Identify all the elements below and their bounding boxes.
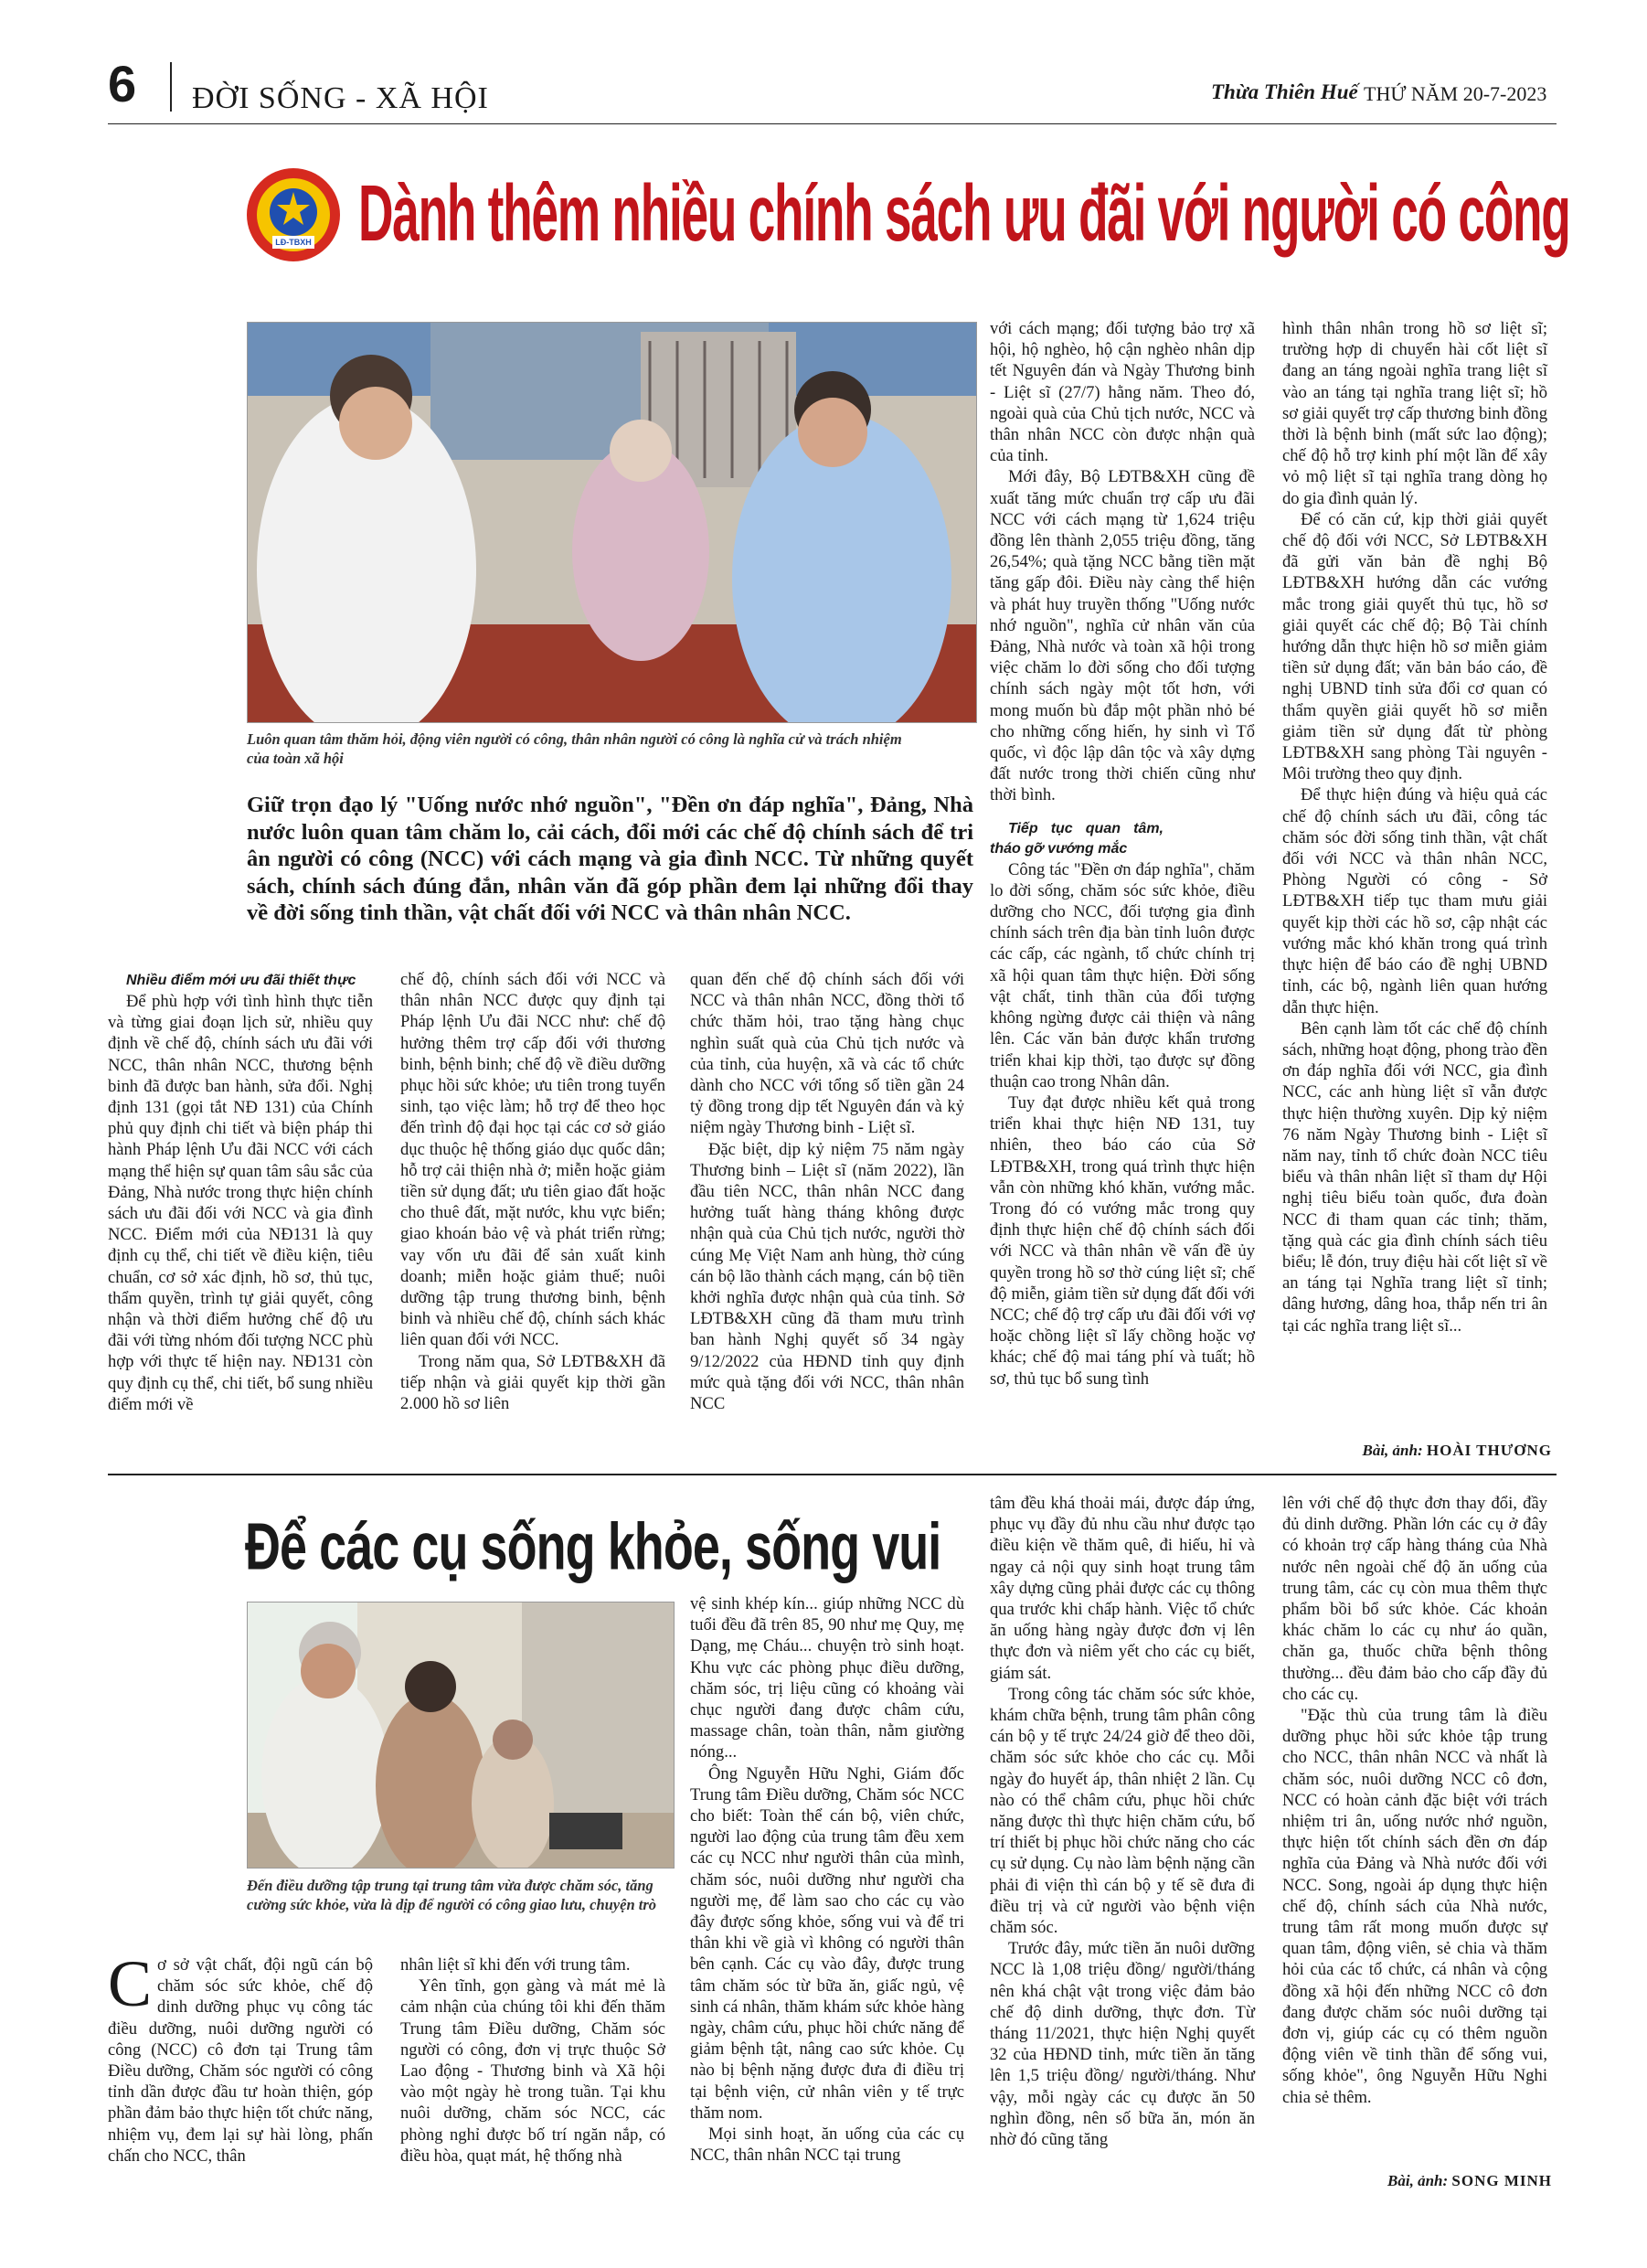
article-divider <box>108 1474 1557 1475</box>
section-title: ĐỜI SỐNG - XÃ HỘI <box>192 81 489 115</box>
paragraph: hình thân nhân trong hồ sơ liệt sĩ; trường hợp di chuyển hài cốt liệt sĩ đang an táng ngoài nghĩa trang liệt sĩ vào an táng tại nghĩa trang liệt sĩ; hồ sơ giải quyết trợ cấp thương binh đồng thời là bệnh binh (mất sức lao động); chế độ hỗ trợ kinh phí một lần để xây vỏ mộ liệt sĩ tại nghĩa trang dòng họ do gia đình quản lý. <box>1282 319 1547 508</box>
byline-author: HOÀI THƯƠNG <box>1426 1442 1552 1459</box>
paragraph: vệ sinh khép kín... giúp những NCC dù tuổi đều đã trên 85, 90 như mẹ Quy, mẹ Dạng, mẹ Cháu... chuyện trò sinh hoạt. Khu vực các phòng phục điều dưỡng, chăm sóc, trị liệu cũng có khoảng vài chục người đang được châm cứu, massage chân, toàn thân, nằm giường nóng... <box>690 1594 964 1762</box>
article1-col3 <box>690 969 964 1414</box>
article2-photo-caption: Đến điều dưỡng tập trung tại trung tâm vừa được chăm sóc, tăng cường sức khỏe, vừa là dịp để người có công giao lưu, chuyện trò <box>247 1877 657 1913</box>
elderly-group-image <box>248 1603 674 1868</box>
article2-title: Để các cụ sống khỏe, sống vui <box>245 1509 941 1584</box>
paragraph: Bên cạnh làm tốt các chế độ chính sách, những hoạt động, phong trào đền ơn đáp nghĩa đối với NCC, gia đình NCC, các anh hùng liệt sĩ vẫn được thực hiện thường xuyên. Dịp kỷ niệm 76 năm Ngày Thương binh - Liệt sĩ năm nay, tỉnh tổ chức đoàn NCC tiêu biểu và thân nhân liệt sĩ tham dự Hội nghị tiêu biểu toàn quốc, đưa đoàn NCC đi tham quan các tỉnh; thăm, tặng quà các gia đình chính sách tiêu biểu; lễ đón, truy điệu hài cốt liệt sĩ về an táng tại Nghĩa trang liệt sĩ tỉnh; dâng hương, dâng hoa, thắp nến tri ân tại các nghĩa trang liệt sĩ... <box>1282 1018 1547 1336</box>
article2-col4 <box>990 1493 1255 2150</box>
paragraph: Để phù hợp với tình hình thực tiễn và từng giai đoạn lịch sử, nhiều quy định về chế độ, chính sách ưu đãi với NCC, thân nhân NCC, thương bệnh binh đã được ban hành, sửa đổi. Nghị định 131 (gọi tắt NĐ 131) của Chính phủ quy định chi tiết và biện pháp thi hành Pháp lệnh Ưu đãi NCC với cách mạng thể hiện sự quan tâm sâu sắc của Đảng, Nhà nước trong thực hiện chính sách ưu đãi đối với NCC và gia đình NCC. Điểm mới của NĐ131 là quy định cụ thể, chi tiết về điều kiện, tiêu chuẩn, cơ sở xác định, hồ sơ, thủ tục, thẩm quyền, trình tự giải quyết, công nhận và thời điểm hưởng chế độ ưu đãi với từng nhóm đối tượng NCC phù hợp với thực tế hiện nay. NĐ131 còn quy định cụ thể, chi tiết, bổ sung nhiều điểm mới về <box>108 992 373 1414</box>
article1-photo-caption: Luôn quan tâm thăm hỏi, động viên người có công, thân nhân người có công là nghĩa cử và trách nhiệm của toàn xã hội <box>247 730 902 767</box>
paragraph: Công tác "Đền ơn đáp nghĩa", chăm lo đời sống, chăm sóc sức khỏe, điều dưỡng cho NCC, đối tượng gia đình chính sách trên địa bàn tỉnh luôn được các cấp, các ngành, tổ chức chính trị xã hội quan tâm thực hiện. Đời sống vật chất, tinh thần của đối tượng không ngừng được cải thiện và nâng lên. Các văn bản được khẩn trương triển khai kịp thời, tạo được sự đồng thuận cao trong Nhân dân. <box>990 859 1255 1091</box>
article1-col1 <box>108 971 373 1415</box>
logo-label: LĐ-TBXH <box>275 238 312 247</box>
article1-col5 <box>1282 318 1547 1336</box>
lead-paragraph <box>108 1947 373 2167</box>
paragraph: Để thực hiện đúng và hiệu quả các chế độ chính sách ưu đãi, công tác chăm sóc đời sống tinh thần, vật chất đối với NCC và thân nhân NCC, Phòng Người có công - Sở LĐTB&XH tiếp tục tham mưu giải quyết kịp thời các hồ sơ, cập nhật các vướng mắc khó khăn trong quá trình thực hiện để báo cáo đề nghị UBND tỉnh, các bộ, ngành liên quan hướng dẫn thực hiện. <box>1282 785 1547 1017</box>
subhead-new-points: Nhiều điểm mới ưu đãi thiết thực <box>126 973 356 988</box>
paragraph: tâm đều khá thoải mái, được đáp ứng, phục vụ đầy đủ nhu cầu như được tạo điều kiện về thăm quê, đi hiếu, hỉ và ngay cả nội quy sinh hoạt trung tâm xây dựng cũng phải được các cụ thông qua trước khi chấp hành. Việc tổ chức ăn uống hàng ngày được đơn vị lên thực đơn và niêm yết cho các cụ biết, giám sát. <box>990 1494 1255 1683</box>
article1-byline <box>1282 1442 1552 1460</box>
byline-prefix: Bài, ảnh: <box>1362 1442 1423 1459</box>
byline-author: SONG MINH <box>1451 2172 1552 2189</box>
paragraph: Ông Nguyễn Hữu Nghi, Giám đốc Trung tâm Điều dưỡng, Chăm sóc NCC cho biết: Toàn thể cán bộ, viên chức, người lao động của trung tâm đều xem các cụ NCC như người thân của mình, chăm sóc, nuôi dưỡng như người cha người mẹ, để làm sao cho các cụ vào đây được sống khỏe, sống vui và để tri thân khi về già vì không có người thân bên cạnh. Các cụ vào đây, được trung tâm chăm sóc từ bữa ăn, giấc ngủ, vệ sinh cá nhân, thăm khám sức khỏe hàng ngày, châm cứu, phục hồi chức năng để giảm bệnh tật, nâng cao sức khỏe. Cụ nào bị bệnh nặng được đưa đi điều trị tại bệnh viện, cử nhân viên y tế trực thăm nom. <box>690 1763 964 2123</box>
page-number: 6 <box>108 55 137 112</box>
dropcap: C <box>108 1947 153 2020</box>
paragraph: Mọi sinh hoạt, ăn uống của các cụ NCC, thân nhân NCC tại trung <box>690 2124 964 2166</box>
paragraph: Đặc biệt, dịp kỷ niệm 75 năm ngày Thương binh – Liệt sĩ (năm 2022), lần đầu tiên NCC, thân nhân NCC đang hưởng tuất hàng tháng không được nhận quà của Chủ tịch nước, người thờ cúng Mẹ Việt Nam anh hùng, thờ cúng cán bộ lão thành cách mạng, cán bộ tiền khởi nghĩa được nhận quà của tỉnh. Sở LĐTB&XH cũng đã tham mưu trình ban hành Nghị quyết số 34 ngày 9/12/2022 của HĐND tỉnh quy định mức quà tặng đối với NCC, thân nhân NCC <box>690 1139 964 1414</box>
article1-title: Dành thêm nhiều chính sách ưu đãi với người có công <box>358 170 1570 259</box>
paragraph: Để có căn cứ, kịp thời giải quyết chế độ đối với NCC, Sở LĐTB&XH đã gửi văn bản đề nghị Bộ LĐTB&XH hướng dẫn các vướng mắc trong giải quyết thủ tục, hồ sơ giải quyết các chế độ; Bộ Tài chính hướng dẫn thực hiện hồ sơ miễn giảm tiền sử dụng đất; văn bản báo cáo, đề nghị UBND tỉnh sửa đổi cơ quan có thẩm quyền giải quyết hồ sơ miễn giảm tiền sử dụng đất từ phòng LĐTB&XH sang phòng Tài nguyên - Môi trường theo quy định. <box>1282 509 1547 784</box>
article1-lead: Giữ trọn đạo lý "Uống nước nhớ nguồn", "Đền ơn đáp nghĩa", Đảng, Nhà nước luôn quan tâm chăm lo, cải cách, đổi mới các chế độ chính sách để tri ân người có công (NCC) với cách mạng và gia đình NCC. Từ những quyết sách, chính sách đúng đắn, nhân văn đã góp phần đem lại những đổi thay về đời sống tinh thần, vật chất đối với NCC và thân nhân NCC. <box>247 793 973 925</box>
paragraph-text: ơ sở vật chất, đội ngũ cán bộ chăm sóc sức khỏe, chế độ dinh dưỡng phục vụ công tác điều dưỡng, nuôi dưỡng người có công (NCC) cô đơn tại Trung tâm Điều dưỡng, Chăm sóc người có công tỉnh dần được đầu tư hoàn thiện, góp phần đảm bảo thực hiện tốt chức năng, nhiệm vụ, đem lại sự hài lòng, phấn chấn cho NCC, thân <box>108 1955 373 2166</box>
article2-col5 <box>1282 1493 1547 2108</box>
header-divider <box>170 62 172 112</box>
header-rule <box>108 123 1557 124</box>
paragraph: Tuy đạt được nhiều kết quả trong triển khai thực hiện NĐ 131, tuy nhiên, theo báo cáo của Sở LĐTB&XH, trong quá trình thực hiện vẫn còn những khó khăn, vướng mắc. Trong đó có vướng mắc trong quy định thực hiện chế độ chính sách đối với NCC và thân nhân về vấn đề ủy quyền trong hồ sơ thờ cúng liệt sĩ; chế độ miễn, giảm tiền sử dụng đất đối với NCC; chế độ trợ cấp ưu đãi đối với vợ hoặc chồng liệt sĩ lấy chồng hoặc vợ khác; chế độ mai táng phí và tuất; hồ sơ, thủ tục bổ sung tình <box>990 1092 1255 1389</box>
article1-col2 <box>400 969 665 1414</box>
paragraph: nhân liệt sĩ khi đến với trung tâm. <box>400 1955 631 1975</box>
paragraph: lên với chế độ thực đơn thay đổi, đầy đủ dinh dưỡng. Phần lớn các cụ ở đây có khoản trợ cấp hàng tháng của Nhà nước nên ngoài chế độ ăn uống của trung tâm, các cụ còn mua thêm thực phẩm bồi bổ sức khỏe. Các khoản khác chăm lo các cụ như áo quần, chăn ga, thuốc chữa bệnh thông thường... đều đảm bảo cho cấp đầy đủ cho các cụ. <box>1282 1494 1547 1704</box>
article1-photo <box>247 322 977 723</box>
paragraph: chế độ, chính sách đối với NCC và thân nhân NCC được quy định tại Pháp lệnh Ưu đãi NCC như: chế độ hưởng thêm trợ cấp đối với thương binh, bệnh binh; chế độ về điều dưỡng phục hồi sức khỏe; ưu tiên trong tuyển sinh, tạo việc làm; hỗ trợ để theo học đến trình độ đại học tại các cơ sở giáo dục thuộc hệ thống giáo dục quốc dân; hỗ trợ cải thiện nhà ở; miễn hoặc giảm tiền sử dụng đất; ưu tiên giao đất hoặc cho thuê đất, mặt nước, khu vực biển; giao khoán bảo vệ và phát triển rừng; vay vốn ưu đãi để sản xuất kinh doanh; miễn hoặc giảm thuế; nuôi dưỡng tập trung thương binh, bệnh binh và nhiều chế độ, chính sách khác liên quan đối với NCC. <box>400 970 665 1350</box>
ldtbxh-logo <box>245 166 342 263</box>
paragraph: quan đến chế độ chính sách đối với NCC và thân nhân NCC, đồng thời tổ chức thăm hỏi, trao tặng hàng chục nghìn suất quà của Chủ tịch nước và của tỉnh, của huyện, xã và các tổ chức dành cho NCC với tổng số tiền gần 24 tỷ đồng trong dịp tết Nguyên đán và kỷ niệm ngày Thương binh - Liệt sĩ. <box>690 970 964 1138</box>
byline-prefix: Bài, ảnh: <box>1387 2172 1449 2189</box>
article1-col4 <box>990 318 1255 1390</box>
paragraph: Yên tĩnh, gọn gàng và mát mẻ là cảm nhận của chúng tôi khi đến thăm Trung tâm Điều dưỡng, Chăm sóc người có công, đơn vị trực thuộc Sở Lao động - Thương binh và Xã hội vào một ngày hè trong tuần. Tại khu nuôi dưỡng, chăm sóc NCC, các phòng nghỉ được bố trí ngăn nắp, có điều hòa, quạt mát, hệ thống nhà <box>400 1976 665 2166</box>
article2-photo <box>247 1602 675 1869</box>
paragraph: Mới đây, Bộ LĐTB&XH cũng đề xuất tăng mức chuẩn trợ cấp ưu đãi NCC với cách mạng từ 1,624 triệu đồng lên thành 2,055 triệu đồng, tăng 26,54%; quà tặng NCC bằng tiền mặt tăng gấp đôi. Điều này càng thể hiện và phát huy truyền thống "Uống nước nhớ nguồn", nghĩa cử nhân văn của Đảng, Nhà nước và toàn xã hội trong việc chăm lo đời sống cho đối tượng chính sách ngày một tốt hơn, với mong muốn bù đắp một phần nhỏ bé cho những cống hiến, hy sinh vì Tổ quốc, vì độc lập dân tộc và xây dựng đất nước trong thời chiến cũng như thời bình. <box>990 467 1255 805</box>
subhead-resolve-issues: Tiếp tục quan tâm, tháo gỡ vướng mắc <box>990 820 1164 857</box>
visit-scene-image <box>248 323 976 722</box>
issue-date: THỨ NĂM 20-7-2023 <box>1364 82 1547 105</box>
article2-col1 <box>108 1947 373 2167</box>
paragraph: Trước đây, mức tiền ăn nuôi dưỡng NCC là 1,08 triệu đồng/ người/tháng nên khá chật vật trong việc đảm bảo chế độ dinh dưỡng, thực đơn. Từ tháng 11/2021, thực hiện Nghị quyết 32 của HĐND tỉnh, mức tiền ăn tăng lên 1,5 triệu đồng/ người/tháng. Như vậy, mỗi ngày các cụ được ăn 50 nghìn đồng, nên số bữa ăn, món ăn nhờ đó cũng tăng <box>990 1939 1255 2150</box>
paragraph: Trong công tác chăm sóc sức khỏe, khám chữa bệnh, trung tâm phân công cán bộ y tế trực 24/24 giờ để theo dõi, chăm sóc sức khỏe cho các cụ. Mỗi ngày đo huyết áp, thân nhiệt 2 lần. Cụ nào có thể châm cứu, phục hồi chức năng được thì thực hiện chăm cứu, bố trí thiết bị phục hồi chức năng cho các cụ sử dụng. Cụ nào làm bệnh nặng cần phải đi viện thì cán bộ y tế sẽ đưa đi điều trị và cử người vào bệnh viện chăm sóc. <box>990 1684 1255 1938</box>
paragraph: với cách mạng; đối tượng bảo trợ xã hội, hộ nghèo, hộ cận nghèo nhân dịp tết Nguyên đán và Ngày Thương binh - Liệt sĩ (27/7) hằng năm. Theo đó, ngoài quà của Chủ tịch nước, NCC và thân nhân NCC còn được nhận quà của tỉnh. <box>990 319 1255 466</box>
article2-byline <box>1282 2172 1552 2190</box>
emblem-icon <box>245 166 342 263</box>
article2-col2 <box>400 1954 665 2167</box>
paragraph: Trong năm qua, Sở LĐTB&XH đã tiếp nhận và giải quyết kịp thời gần 2.000 hồ sơ liên <box>400 1351 665 1414</box>
paragraph: "Đặc thù của trung tâm là điều dưỡng phục hồi sức khỏe tập trung cho NCC, thân nhân NCC và nhất là chăm sóc, nuôi dưỡng NCC cô đơn, NCC có hoàn cảnh đặc biệt với trách nhiệm tri ân, uống nước nhớ nguồn, thực hiện tốt chính sách đền ơn đáp nghĩa của Đảng và Nhà nước đối với NCC. Song, ngoài áp dụng thực hiện chế độ, chính sách của Nhà nước, trung tâm rất mong muốn được sự quan tâm, động viên, sẻ chia và thăm hỏi của các tổ chức, cá nhân và cộng đồng xã hội đến những NCC cô đơn đang được chăm sóc nuôi dưỡng tại đơn vị, giúp các cụ có thêm nguồn động viên về tinh thần để sống vui, sống khỏe", ông Nguyễn Hữu Nghi chia sẻ thêm. <box>1282 1706 1547 2107</box>
article2-col3 <box>690 1593 964 2166</box>
paper-name: Thừa Thiên Huế <box>1211 80 1358 103</box>
